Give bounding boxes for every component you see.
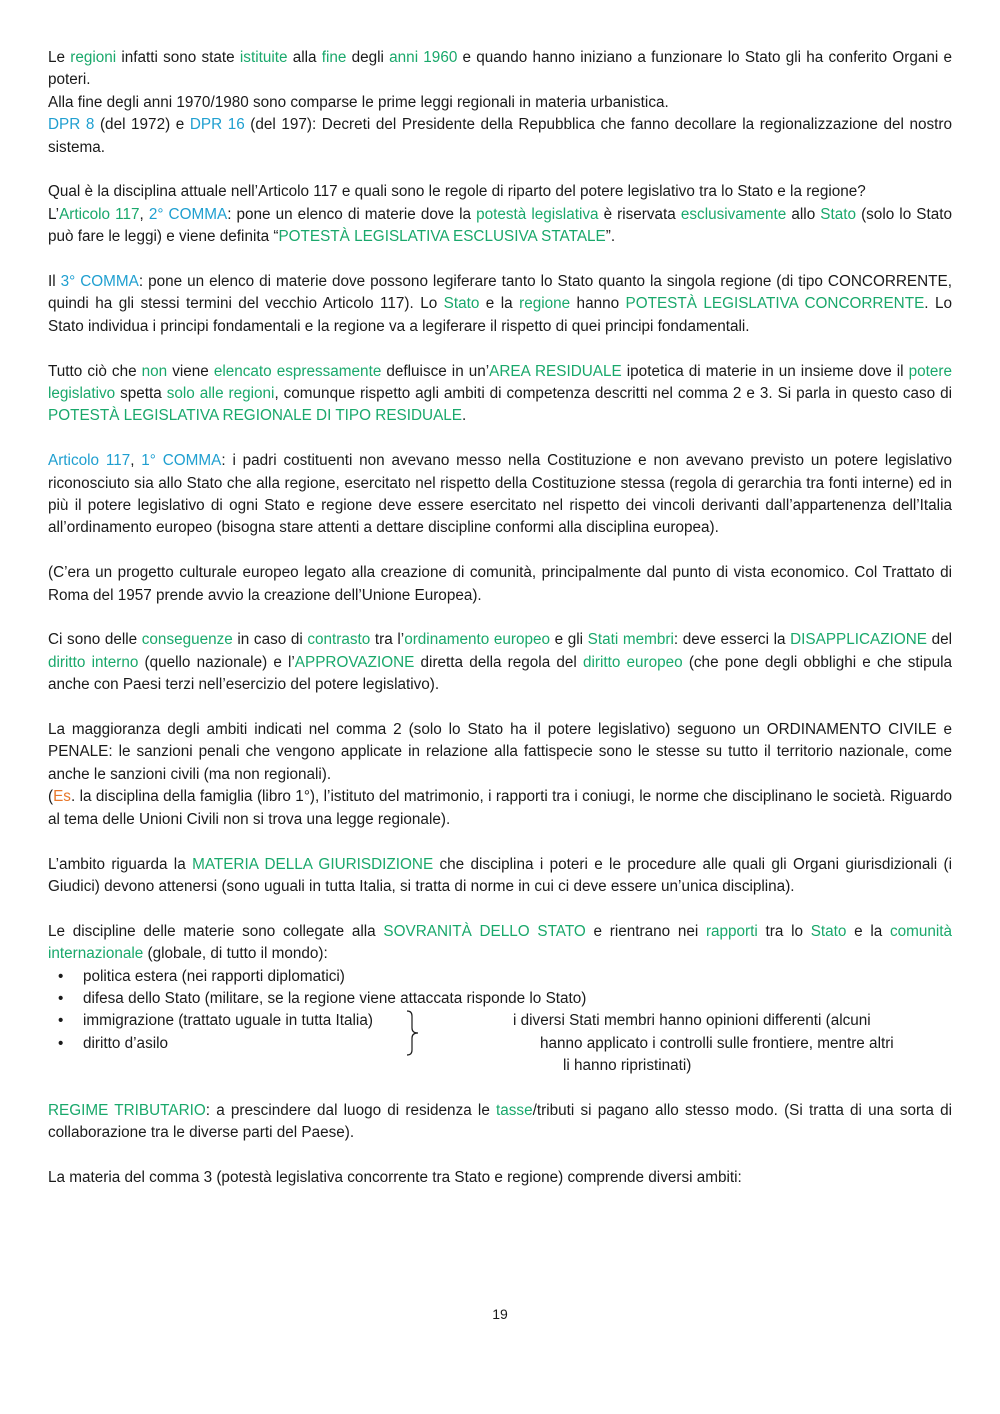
- text-run: POTESTÀ LEGISLATIVA CONCORRENTE: [625, 295, 925, 313]
- text-run: Stato: [443, 295, 480, 313]
- text-run: REGIME TRIBUTARIO: [48, 1101, 206, 1119]
- text-run: elencato espressamente: [213, 362, 382, 380]
- text-run: (: [48, 788, 54, 806]
- document-page: [48, 47, 952, 1212]
- text-run: Qual è la disciplina attuale nell’Articolo 117 e quali sono le regole di riparto del potere legislativo tra lo Stato e la regione?: [48, 183, 866, 201]
- text-run: Articolo 117: [59, 205, 140, 223]
- list-item: • difesa dello Stato (militare, se la regione viene attaccata risponde lo Stato): [48, 988, 952, 1010]
- text-run: Tutto ciò che: [48, 362, 142, 380]
- text-run: (quello nazionale) e l’: [138, 653, 295, 671]
- brace-note-line: li hanno ripristinati): [563, 1057, 692, 1075]
- bullet-block: [48, 966, 952, 1078]
- text-run: comunità internazionale: [48, 922, 953, 963]
- list-item: • politica estera (nei rapporti diplomatici): [48, 966, 952, 988]
- text-run: Stati membri: [587, 631, 674, 649]
- text-run: APPROVAZIONE: [294, 653, 415, 671]
- paragraph-regime-tributario: [48, 1100, 952, 1145]
- text-run: tra lo: [757, 922, 811, 940]
- text-run: in caso di: [232, 631, 308, 649]
- text-run: (che pone degli obblighi e che stipula anche con Paesi terzi nell’esercizio del potere legislativo).: [48, 653, 952, 694]
- text-run: regioni: [70, 49, 117, 66]
- text-run: e quando hanno iniziano a funzionare lo Stato gli ha conferito Organi e poteri.: [48, 49, 953, 89]
- paragraph-comma-3-ambiti: [48, 1167, 952, 1189]
- text-run: hanno: [570, 295, 626, 313]
- text-run: diritto europeo: [582, 653, 683, 671]
- text-run: e gli: [550, 631, 588, 649]
- paragraph-comma-2: [48, 204, 952, 249]
- text-run: 2° COMMA: [148, 205, 228, 223]
- text-run: ipotetica di materie in un insieme dove il: [621, 362, 909, 380]
- text-run: (solo lo Stato può fare le leggi) e viene definita “: [48, 205, 952, 246]
- paragraph-contrasto-ordinamento: [48, 629, 952, 696]
- paragraph-leggi-regionali: [48, 92, 952, 114]
- brace-note-line: hanno applicato i controlli sulle frontiere, mentre altri: [540, 1034, 894, 1052]
- text-run: Le: [48, 49, 71, 66]
- text-run: Il: [48, 273, 61, 291]
- text-run: viene: [167, 362, 214, 380]
- text-run: tasse: [496, 1101, 533, 1119]
- text-run: defluisce in un’: [381, 362, 490, 380]
- text-run: alla: [287, 49, 322, 66]
- text-run: POTESTÀ LEGISLATIVA REGIONALE DI TIPO RESIDUALE: [48, 407, 462, 425]
- text-run: degli: [346, 49, 390, 66]
- text-run: : deve esserci la: [673, 631, 791, 649]
- paragraph-dpr: [48, 114, 952, 159]
- text-run: ”.: [605, 228, 616, 246]
- text-run: potestà legislativa: [476, 205, 599, 223]
- text-run: ,: [139, 205, 149, 223]
- text-run: ,: [130, 452, 142, 470]
- paragraph-comma-3: [48, 271, 952, 338]
- text-run: : i padri costituenti non avevano messo nella Costituzione e non avevano previsto un potere legislativo riconosciuto sia allo Stato che alla regione, esercitato nel rispetto della Costituzione stessa (regola di gerarchia tra fonti interne) ed in più il potere legislativo di ogni Stato e regione deve essere esercitato nel rispetto dei vincoli derivanti dall’appartenenza dell’Italia all’ordinamento europeo (bisogna stare attenti a dettare discipline conformi alla disciplina europea).: [48, 452, 953, 537]
- text-run: . Lo Stato individua i principi fondamentali e la regione va a legiferare il rispetto di quei principi fondamentali.: [48, 295, 952, 335]
- text-run: del: [926, 631, 953, 649]
- text-run: .: [462, 407, 467, 425]
- text-run: POTESTÀ LEGISLATIVA ESCLUSIVA STATALE: [278, 228, 606, 246]
- text-run: istituite: [239, 49, 288, 66]
- text-run: L’ambito riguarda la: [48, 855, 193, 873]
- list-item: • immigrazione (trattato uguale in tutta Italia): [48, 1010, 952, 1032]
- text-run: Articolo 117: [48, 452, 131, 470]
- text-run: è riservata: [598, 205, 681, 223]
- text-run: : pone un elenco di materie dove la: [227, 205, 477, 223]
- text-run: DPR 8: [48, 116, 95, 134]
- text-run: ordinamento europeo: [404, 631, 550, 649]
- text-run: fine: [321, 49, 347, 66]
- text-run: : a prescindere dal luogo di residenza le: [205, 1101, 497, 1119]
- text-run: che disciplina i poteri e le procedure alle quali gli Organi giurisdizionali (i Giudici) devono attenersi (sono uguali in tutta Italia, si tratta di norme in cui ci deve essere un’unica disciplina).: [48, 855, 952, 895]
- text-run: DPR 16: [189, 116, 245, 134]
- text-run: Alla fine degli anni 1970/1980 sono comparse le prime leggi regionali in materia urbanistica.: [48, 93, 669, 111]
- text-run: rapporti: [705, 922, 758, 940]
- page-number: 19: [492, 1306, 508, 1322]
- text-run: La materia del comma 3 (potestà legislativa concorrente tra Stato e regione) comprende diversi ambiti:: [48, 1169, 742, 1187]
- text-run: (C’era un progetto culturale europeo legato alla creazione di comunità, principalmente dal punto di vista economico. Col Trattato di Roma del 1957 prende avvio la creazione dell’Unione Europea).: [48, 564, 952, 604]
- text-run: 3° COMMA: [60, 273, 139, 291]
- text-run: non: [141, 362, 168, 380]
- text-run: infatti sono state: [116, 49, 240, 66]
- text-run: conseguenze: [141, 631, 233, 649]
- text-run: solo alle regioni: [166, 385, 275, 403]
- text-run: anni 1960: [389, 49, 458, 66]
- text-run: Stato: [810, 922, 847, 940]
- text-run: . la disciplina della famiglia (libro 1°), l’istituto del matrimonio, i rapporti tra i coniugi, le norme che disciplinano le società. Riguardo al tema delle Unioni Civili non si trova una legge regionale).: [48, 788, 952, 828]
- text-run: potere legislativo: [48, 362, 952, 403]
- text-run: e la: [846, 922, 890, 940]
- brace-note-line: i diversi Stati membri hanno opinioni differenti (alcuni: [513, 1012, 871, 1030]
- text-run: Es: [53, 788, 71, 806]
- text-run: regione: [519, 295, 571, 313]
- paragraph-comma-1: [48, 450, 952, 540]
- text-run: 1° COMMA: [141, 452, 222, 470]
- text-run: Stato: [820, 205, 856, 223]
- text-run: contrasto: [307, 631, 371, 649]
- text-run: allo: [786, 205, 821, 223]
- text-run: : pone un elenco di materie dove possono legiferare tanto lo Stato quanto la singola regione (di tipo CONCORRENTE, quindi ha gli stessi termini del vecchio Articolo 117). Lo: [48, 273, 952, 313]
- text-run: SOVRANITÀ DELLO STATO: [383, 922, 586, 940]
- text-run: diretta della regola del: [414, 653, 583, 671]
- text-run: La maggioranza degli ambiti indicati nel comma 2 (solo lo Stato ha il potere legislativo) seguono un ORDINAMENTO CIVILE e PENALE: le sanzioni penali che vengono applicate in relazione alla fattispecie sono le stesse su tutto il territorio nazionale, come anche le sanzioni civili (ma non regionali).: [48, 721, 952, 783]
- text-run: (del 1972) e: [94, 116, 190, 134]
- paragraph-esempio-famiglia: [48, 786, 952, 831]
- text-run: tra l’: [370, 631, 405, 649]
- text-run: diritto interno: [48, 653, 139, 671]
- paragraph-sovranita: [48, 921, 952, 966]
- text-run: /tributi si pagano allo stesso modo. (Si tratta di una sorta di collaborazione tra le diverse parti del Paese).: [48, 1101, 952, 1142]
- text-run: Ci sono delle: [48, 631, 142, 649]
- text-run: esclusivamente: [680, 205, 787, 223]
- text-run: MATERIA DELLA GIURISDIZIONE: [192, 855, 434, 873]
- text-run: spetta: [115, 385, 167, 403]
- text-run: (globale, di tutto il mondo):: [143, 945, 328, 963]
- text-run: e rientrano nei: [585, 922, 706, 940]
- paragraph-giurisdizione: [48, 854, 952, 899]
- paragraph-area-residuale: [48, 361, 952, 428]
- text-run: (del 197): Decreti del Presidente della Repubblica che fanno decollare la regionalizzazione del nostro sistema.: [48, 116, 953, 156]
- text-run: e la: [479, 295, 520, 313]
- paragraph-question-art117: [48, 181, 952, 203]
- text-run: Le discipline delle materie sono collegate alla: [48, 922, 384, 940]
- text-run: AREA RESIDUALE: [489, 362, 622, 380]
- list-item: • diritto d’asilo: [48, 1033, 952, 1055]
- text-run: L’: [48, 205, 60, 223]
- paragraph-ordinamento-civile: [48, 719, 952, 786]
- paragraph-trattato-roma: [48, 562, 952, 607]
- curly-brace-icon: [406, 1010, 420, 1056]
- text-run: , comunque rispetto agli ambiti di competenza descritti nel comma 2 e 3. Si parla in questo caso di: [274, 385, 952, 403]
- paragraph-regioni-istituite: [48, 47, 952, 92]
- text-run: DISAPPLICAZIONE: [790, 631, 927, 649]
